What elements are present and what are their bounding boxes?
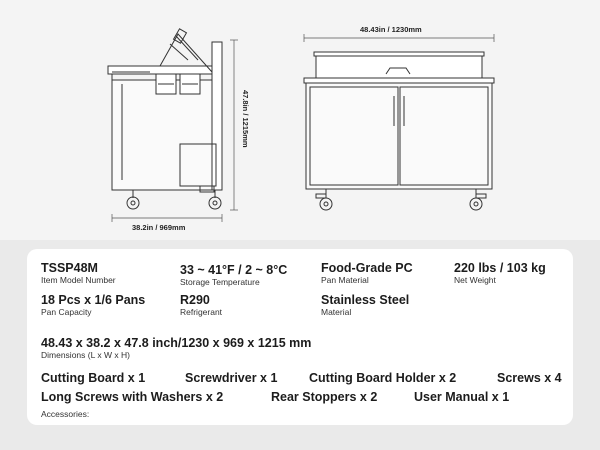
width-dimension-line xyxy=(304,34,494,42)
side-view-drawing xyxy=(108,29,222,209)
height-dimension-line xyxy=(230,40,238,210)
spec-net-weight xyxy=(454,261,546,286)
spec-label: Material xyxy=(321,307,352,317)
depth-dimension-line xyxy=(112,214,222,222)
spec-temperature xyxy=(180,263,287,288)
spec-label: Item Model Number xyxy=(41,275,116,285)
spec-material xyxy=(321,293,409,318)
spec-value: R290 xyxy=(180,293,210,307)
spec-label: Pan Capacity xyxy=(41,307,92,317)
spec-label: Net Weight xyxy=(454,275,496,285)
height-dimension-label: 47.8in / 1215mm xyxy=(241,90,250,148)
spec-value: 220 lbs / 103 kg xyxy=(454,261,546,275)
spec-value: 48.43 x 38.2 x 47.8 inch/1230 x 969 x 1215 mm xyxy=(41,336,312,350)
spec-pan-material xyxy=(321,261,413,286)
accessory-item: Cutting Board x 1 xyxy=(41,371,146,385)
spec-label: Dimensions (L x W x H) xyxy=(41,350,130,360)
accessory-item: User Manual x 1 xyxy=(414,390,510,404)
accessory-item: Screws x 4 xyxy=(497,371,562,385)
depth-dimension-label: 38.2in / 969mm xyxy=(132,223,186,232)
spec-model xyxy=(41,261,116,286)
accessory-item: Long Screws with Washers x 2 xyxy=(41,390,224,404)
spec-value: TSSP48M xyxy=(41,261,98,275)
specifications-card xyxy=(27,249,573,425)
spec-refrigerant xyxy=(180,293,222,318)
accessory-item: Rear Stoppers x 2 xyxy=(271,390,378,404)
spec-value: Stainless Steel xyxy=(321,293,410,307)
spec-label: Storage Temperature xyxy=(180,277,260,287)
accessory-item: Cutting Board Holder x 2 xyxy=(309,371,457,385)
spec-value: 18 Pcs x 1/6 Pans xyxy=(41,293,146,307)
front-view-drawing xyxy=(304,52,494,210)
spec-label: Refrigerant xyxy=(180,307,223,317)
spec-value: 33 ~ 41°F / 2 ~ 8°C xyxy=(180,263,288,277)
spec-value: Food-Grade PC xyxy=(321,261,413,275)
spec-dimensions xyxy=(41,336,311,361)
spec-label: Pan Material xyxy=(321,275,369,285)
accessory-item: Screwdriver x 1 xyxy=(185,371,278,385)
accessories-label: Accessories: xyxy=(41,409,90,419)
width-dimension-label: 48.43in / 1230mm xyxy=(360,25,422,34)
spec-pan-capacity xyxy=(41,293,145,318)
